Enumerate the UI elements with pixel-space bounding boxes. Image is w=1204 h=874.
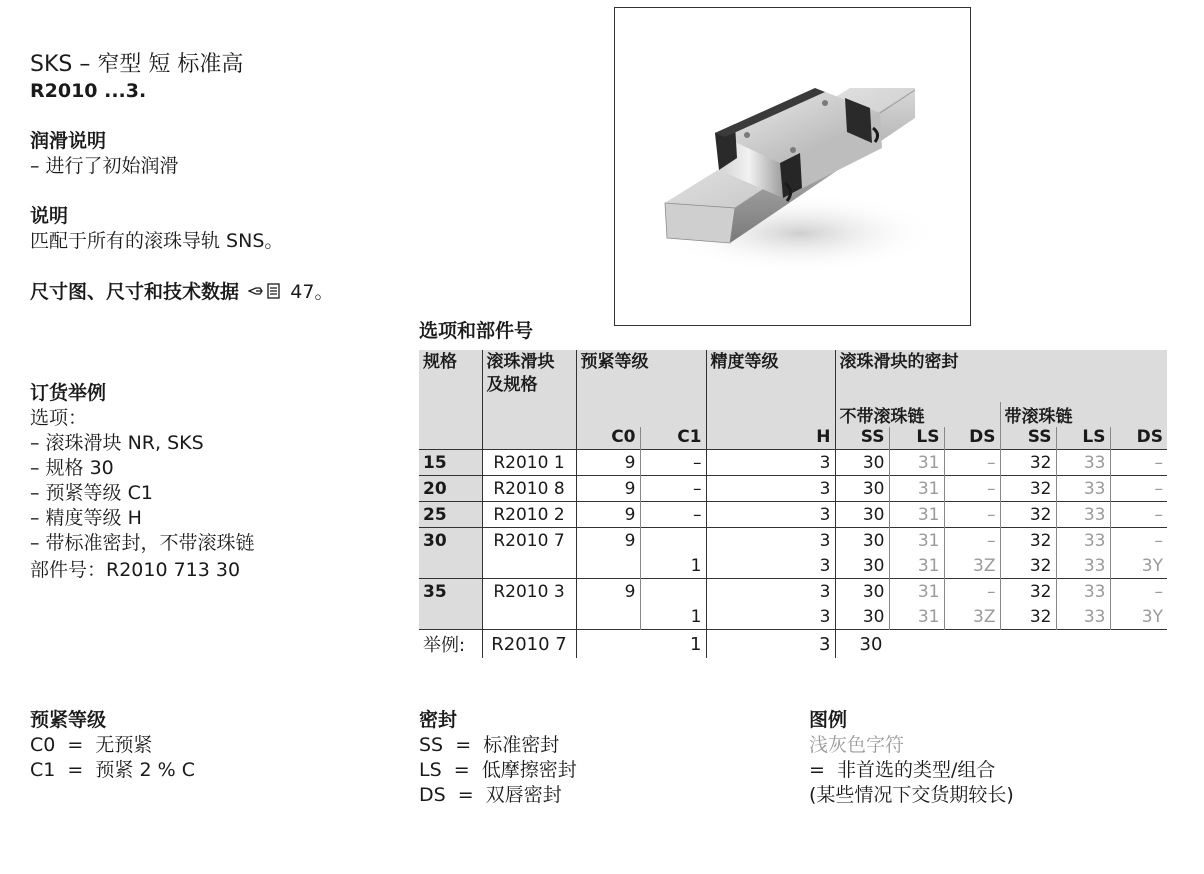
example-ss: 30 bbox=[835, 630, 889, 659]
example-h: 3 bbox=[706, 630, 835, 659]
table-cell-c1: 1 bbox=[640, 604, 706, 630]
table-cell-c0: 9 bbox=[576, 579, 640, 605]
table-cell-block bbox=[482, 553, 576, 579]
table-cell-ss1: 30 bbox=[835, 528, 889, 554]
table-cell-ls2: 33 bbox=[1056, 476, 1110, 502]
table-cell-block: R2010 2 bbox=[482, 502, 576, 528]
table-cell-ds2: – bbox=[1110, 476, 1167, 502]
header-without-chain: 不带滚珠链 bbox=[835, 402, 1000, 427]
table-cell-ss2: 32 bbox=[1000, 502, 1056, 528]
table-cell-c1: 1 bbox=[640, 553, 706, 579]
table-cell-block: R2010 3 bbox=[482, 579, 576, 605]
table-cell-size: 15 bbox=[419, 450, 482, 476]
table-cell-ds1: – bbox=[944, 528, 1000, 554]
table-cell-block: R2010 8 bbox=[482, 476, 576, 502]
header-h: H bbox=[706, 427, 835, 450]
preload-legend-line: C1 = 预紧 2 % C bbox=[30, 759, 195, 781]
header-preload: 预紧等级 bbox=[576, 350, 706, 402]
table-cell-h: 3 bbox=[706, 579, 835, 605]
list-item: – 滚珠滑块 NR, SKS bbox=[30, 432, 204, 454]
table-cell-ds2: – bbox=[1110, 450, 1167, 476]
table-cell-ls2: 33 bbox=[1056, 502, 1110, 528]
header-ds1: DS bbox=[944, 427, 1000, 450]
header-ds2: DS bbox=[1110, 427, 1167, 450]
table-cell-ls1: 31 bbox=[889, 502, 944, 528]
lubrication-text: – 进行了初始润滑 bbox=[30, 155, 179, 177]
table-cell-ss2: 32 bbox=[1000, 476, 1056, 502]
table-cell-ls2: 33 bbox=[1056, 553, 1110, 579]
table-cell-h: 3 bbox=[706, 528, 835, 554]
table-cell-c1 bbox=[640, 528, 706, 554]
list-item: – 预紧等级 C1 bbox=[30, 482, 153, 504]
order-example-list bbox=[30, 431, 255, 556]
page-reference-icon bbox=[248, 282, 282, 307]
table-cell-c1: – bbox=[640, 476, 706, 502]
table-cell-block: R2010 1 bbox=[482, 450, 576, 476]
table-cell-size: 25 bbox=[419, 502, 482, 528]
order-example-heading: 订货举例 bbox=[30, 382, 107, 404]
table-cell-ss1: 30 bbox=[835, 450, 889, 476]
options-table bbox=[419, 350, 1167, 658]
table-cell-size bbox=[419, 553, 482, 579]
table-cell-ds1: 3Z bbox=[944, 553, 1000, 579]
table-cell-ls1: 31 bbox=[889, 528, 944, 554]
ball-runner-block-illustration bbox=[615, 8, 970, 325]
table-cell-ls1: 31 bbox=[889, 476, 944, 502]
legend-heading: 图例 bbox=[809, 709, 848, 731]
lubrication-heading: 润滑说明 bbox=[30, 130, 107, 152]
header-c0: C0 bbox=[576, 427, 640, 450]
table-cell-ss2: 32 bbox=[1000, 528, 1056, 554]
header-seals: 滚珠滑块的密封 bbox=[835, 350, 1167, 402]
order-part-number: 部件号：R2010 713 30 bbox=[30, 559, 241, 581]
table-row bbox=[419, 476, 1167, 502]
description-heading: 说明 bbox=[30, 205, 69, 227]
table-cell-ss1: 30 bbox=[835, 476, 889, 502]
table-cell-size: 30 bbox=[419, 528, 482, 554]
table-row bbox=[419, 579, 1167, 605]
table-cell-c0: 9 bbox=[576, 502, 640, 528]
table-cell-ds1: – bbox=[944, 450, 1000, 476]
header-block-line2: 及规格 bbox=[486, 375, 538, 395]
options-table-caption: 选项和部件号 bbox=[419, 320, 534, 342]
table-cell-ls2: 33 bbox=[1056, 579, 1110, 605]
table-cell-size bbox=[419, 604, 482, 630]
table-cell-c1: – bbox=[640, 502, 706, 528]
table-cell-ls2: 33 bbox=[1056, 450, 1110, 476]
table-cell-ss1: 30 bbox=[835, 553, 889, 579]
table-cell-c0: 9 bbox=[576, 476, 640, 502]
seal-legend-line: SS = 标准密封 bbox=[419, 734, 560, 756]
table-cell-h: 3 bbox=[706, 476, 835, 502]
product-image bbox=[614, 7, 971, 326]
header-block bbox=[482, 350, 576, 402]
table-cell-ds1: – bbox=[944, 476, 1000, 502]
table-cell-ls2: 33 bbox=[1056, 528, 1110, 554]
table-cell-ss2: 32 bbox=[1000, 579, 1056, 605]
example-block: R2010 7 bbox=[482, 630, 576, 659]
table-cell-ss2: 32 bbox=[1000, 553, 1056, 579]
header-size: 规格 bbox=[419, 350, 482, 402]
table-cell-block: R2010 7 bbox=[482, 528, 576, 554]
table-cell-c0: 9 bbox=[576, 450, 640, 476]
table-cell-h: 3 bbox=[706, 502, 835, 528]
order-example-subheading: 选项： bbox=[30, 407, 88, 429]
table-cell-ss2: 32 bbox=[1000, 604, 1056, 630]
header-block-line1: 滚珠滑块 bbox=[486, 352, 555, 372]
table-cell-h: 3 bbox=[706, 450, 835, 476]
example-c1: 1 bbox=[640, 630, 706, 659]
table-cell-ls1: 31 bbox=[889, 450, 944, 476]
header-ls1: LS bbox=[889, 427, 944, 450]
table-cell-block bbox=[482, 604, 576, 630]
seal-legend-line: LS = 低摩擦密封 bbox=[419, 759, 577, 781]
table-row bbox=[419, 502, 1167, 528]
table-cell-ls1: 31 bbox=[889, 553, 944, 579]
list-item: – 精度等级 H bbox=[30, 507, 142, 529]
seal-legend-line: DS = 双唇密封 bbox=[419, 784, 562, 806]
part-series: R2010 ...3. bbox=[30, 80, 147, 102]
preload-legend-heading: 预紧等级 bbox=[30, 709, 107, 731]
example-row bbox=[419, 630, 1167, 659]
header-with-chain: 带滚珠链 bbox=[1000, 402, 1167, 427]
page-title: SKS – 窄型 短 标准高 bbox=[30, 52, 244, 77]
table-cell-ss2: 32 bbox=[1000, 450, 1056, 476]
seal-legend-heading: 密封 bbox=[419, 709, 458, 731]
legend-grey-text: 浅灰色字符 bbox=[809, 734, 905, 756]
header-ss1: SS bbox=[835, 427, 889, 450]
table-cell-ds2: – bbox=[1110, 528, 1167, 554]
table-cell-ls1: 31 bbox=[889, 604, 944, 630]
table-cell-ds1: – bbox=[944, 502, 1000, 528]
table-cell-ds2: – bbox=[1110, 579, 1167, 605]
table-cell-ds2: 3Y bbox=[1110, 553, 1167, 579]
table-cell-c0: 9 bbox=[576, 528, 640, 554]
table-cell-ss1: 30 bbox=[835, 502, 889, 528]
table-cell-ls1: 31 bbox=[889, 579, 944, 605]
table-row bbox=[419, 450, 1167, 476]
table-cell-ds1: 3Z bbox=[944, 604, 1000, 630]
preload-legend-line: C0 = 无预紧 bbox=[30, 734, 153, 756]
table-cell-c1: – bbox=[640, 450, 706, 476]
header-accuracy: 精度等级 bbox=[706, 350, 835, 402]
table-cell-ls2: 33 bbox=[1056, 604, 1110, 630]
table-cell-c0 bbox=[576, 604, 640, 630]
table-cell-ds2: – bbox=[1110, 502, 1167, 528]
list-item: – 规格 30 bbox=[30, 457, 114, 479]
table-cell-size: 20 bbox=[419, 476, 482, 502]
table-row bbox=[419, 604, 1167, 630]
table-cell-c1 bbox=[640, 579, 706, 605]
table-cell-h: 3 bbox=[706, 553, 835, 579]
legend-line: = 非首选的类型/组合 bbox=[809, 759, 996, 781]
description-text: 匹配于所有的滚珠导轨 SNS。 bbox=[30, 230, 284, 252]
dimensions-reference bbox=[30, 280, 333, 307]
dimensions-reference-text: 尺寸图、尺寸和技术数据 bbox=[30, 281, 240, 303]
table-cell-ss1: 30 bbox=[835, 604, 889, 630]
table-cell-c0 bbox=[576, 553, 640, 579]
table-cell-ds2: 3Y bbox=[1110, 604, 1167, 630]
table-cell-ss1: 30 bbox=[835, 579, 889, 605]
dimensions-reference-page: 47。 bbox=[290, 281, 334, 303]
example-label: 举例: bbox=[419, 630, 482, 659]
table-row bbox=[419, 553, 1167, 579]
header-c1: C1 bbox=[640, 427, 706, 450]
header-ls2: LS bbox=[1056, 427, 1110, 450]
table-cell-size: 35 bbox=[419, 579, 482, 605]
table-cell-h: 3 bbox=[706, 604, 835, 630]
table-row bbox=[419, 528, 1167, 554]
list-item: – 带标准密封，不带滚珠链 bbox=[30, 532, 255, 554]
legend-line: (某些情况下交货期较长) bbox=[809, 784, 1014, 806]
table-cell-ds1: – bbox=[944, 579, 1000, 605]
header-ss2: SS bbox=[1000, 427, 1056, 450]
